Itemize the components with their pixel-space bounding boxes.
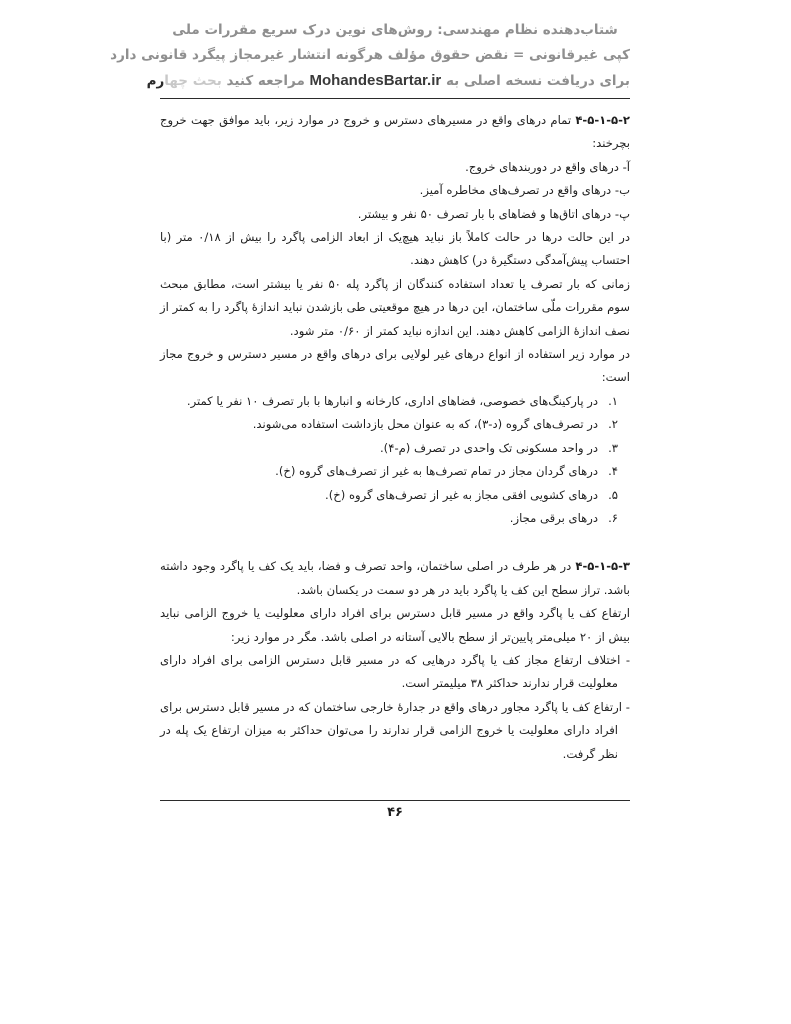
watermark-website-link[interactable]: MohandesBartar.ir bbox=[309, 72, 442, 89]
list-item-number: ۵. bbox=[608, 487, 618, 502]
list-item-text: درهای کشویی افقی مجاز به غیر از تصرف‌های گروه (خ). bbox=[325, 487, 598, 502]
section-2-paragraph-2: ارتفاع کف یا پاگرد واقع در مسیر قابل دسترس برای افراد دارای معلولیت یا خروج الزامی نباید بیش از ۲۰ میلی‌متر پایین‌تر از سطح بالایی آستانه در اصلی باشد. مگر در موارد زیر: bbox=[160, 606, 630, 644]
list-item bbox=[160, 507, 618, 530]
watermark-header bbox=[110, 18, 630, 94]
header-divider bbox=[160, 98, 630, 99]
list-item-text: در واحد مسکونی تک واحدی در تصرف (م-۴). bbox=[379, 440, 598, 455]
list-item bbox=[160, 460, 618, 483]
section-2-dash-item-2: - ارتفاع کف یا پاگرد مجاور درهای واقع در جدارهٔ خارجی ساختمان که در مسیر قابل دسترس برای افراد دارای معلولیت یا خروج الزامی قرار ندارند را می‌توان حداکثر به میزان ارتفاع یک پله در نظر گرفت. bbox=[160, 699, 630, 761]
section-1-item-a: آ- درهای واقع در دوربندهای خروج. bbox=[465, 159, 630, 174]
section-1-number: ۴-۵-۱-۵-۲ bbox=[575, 113, 630, 127]
section-1-paragraph-4: در موارد زیر استفاده از انواع درهای غیر لولایی برای درهای واقع در مسیر دسترس و خروج مجاز است: bbox=[160, 347, 630, 385]
section-1-intro: تمام درهای واقع در مسیرهای دسترس و خروج در موارد زیر، باید موافق جهت خروج بچرخند: bbox=[160, 113, 630, 151]
list-item bbox=[160, 390, 618, 413]
section-1-item-b: ب- درهای واقع در تصرف‌های مخاطره آمیز. bbox=[419, 183, 630, 198]
section-2-paragraph bbox=[160, 555, 630, 602]
list-item bbox=[160, 484, 618, 507]
chapter-label-faded: بحث چها bbox=[164, 73, 222, 89]
section-2-dash-item-1: - اختلاف ارتفاع مجاز کف یا پاگرد درهایی که در مسیر قابل دسترس الزامی برای افراد دارای معلولیت قرار ندارند حداکثر ۳۸ میلیمتر است. bbox=[160, 652, 630, 691]
list-item-text: در پارکینگ‌های خصوصی، فضاهای اداری، کارخانه و انبارها با بار تصرف ۱۰ نفر یا کمتر. bbox=[186, 393, 598, 408]
list-item-number: ۳. bbox=[608, 440, 618, 455]
watermark-line-3 bbox=[146, 68, 630, 94]
watermark-line-3-text: برای دریافت نسخه اصلی به bbox=[445, 73, 630, 89]
page-number: ۴۶ bbox=[387, 805, 403, 820]
section-1-paragraph bbox=[160, 109, 630, 156]
list-item bbox=[160, 413, 618, 436]
chapter-label: رم bbox=[146, 73, 165, 89]
list-item bbox=[160, 437, 618, 460]
watermark-line-1: شتاب‌دهنده نظام مهندسی: روش‌های نوین درک سریع مقررات ملی bbox=[172, 22, 618, 38]
section-2-number: ۴-۵-۱-۵-۳ bbox=[575, 559, 631, 574]
list-item-number: ۶. bbox=[608, 510, 618, 525]
numbered-list bbox=[160, 390, 630, 530]
watermark-line-2: کپی غیرقانونی = نقض حقوق مؤلف هرگونه انتشار غیرمجاز پیگرد قانونی دارد bbox=[110, 47, 630, 63]
list-item-text: در تصرف‌های گروه (د-۳)، که به عنوان محل بازداشت استفاده می‌شوند. bbox=[252, 417, 598, 432]
section-1-paragraph-3: زمانی که بار تصرف یا تعداد استفاده کنندگان از پاگرد پله ۵۰ نفر یا بیشتر است، مطابق مبحث سوم مقررات ملّی ساختمان، این درها در هیچ موقعیتی طی بازشدن نباید اندازهٔ پاگرد را به کمتر از نصف اندازهٔ الزامی کاهش دهند. این اندازه نباید کمتر از ۰/۶۰ متر شود. bbox=[160, 276, 630, 338]
section-2-intro: در هر طرف در اصلی ساختمان، واحد تصرف و فضا، باید یک کف یا پاگرد وجود داشته باشد. تراز سطح این کف یا پاگرد باید در هر دو سمت در یکسان باشد. bbox=[160, 559, 630, 597]
section-1-paragraph-2: در این حالت درها در حالت کاملاً باز نباید هیچ‌یک از ابعاد الزامی پاگرد را بیش از ۰/۱۸ متر (با احتساب پیش‌آمدگی دستگیرهٔ در) کاهش دهند. bbox=[160, 230, 630, 268]
section-1-item-p: پ- درهای اتاق‌ها و فضاهای با بار تصرف ۵۰ نفر و بیشتر. bbox=[357, 206, 630, 221]
list-item-number: ۴. bbox=[608, 464, 618, 479]
list-item-text: درهای برقی مجاز. bbox=[509, 510, 598, 525]
section-spacer bbox=[160, 530, 630, 555]
footer-divider bbox=[160, 800, 630, 801]
list-item-number: ۱. bbox=[608, 393, 618, 408]
list-item-number: ۲. bbox=[608, 417, 618, 432]
watermark-line-3-end: مراجعه کنید bbox=[226, 73, 305, 89]
page-body bbox=[160, 109, 630, 766]
list-item-text: درهای گردان مجاز در تمام تصرف‌ها به غیر از تصرف‌های گروه (خ). bbox=[275, 464, 598, 479]
